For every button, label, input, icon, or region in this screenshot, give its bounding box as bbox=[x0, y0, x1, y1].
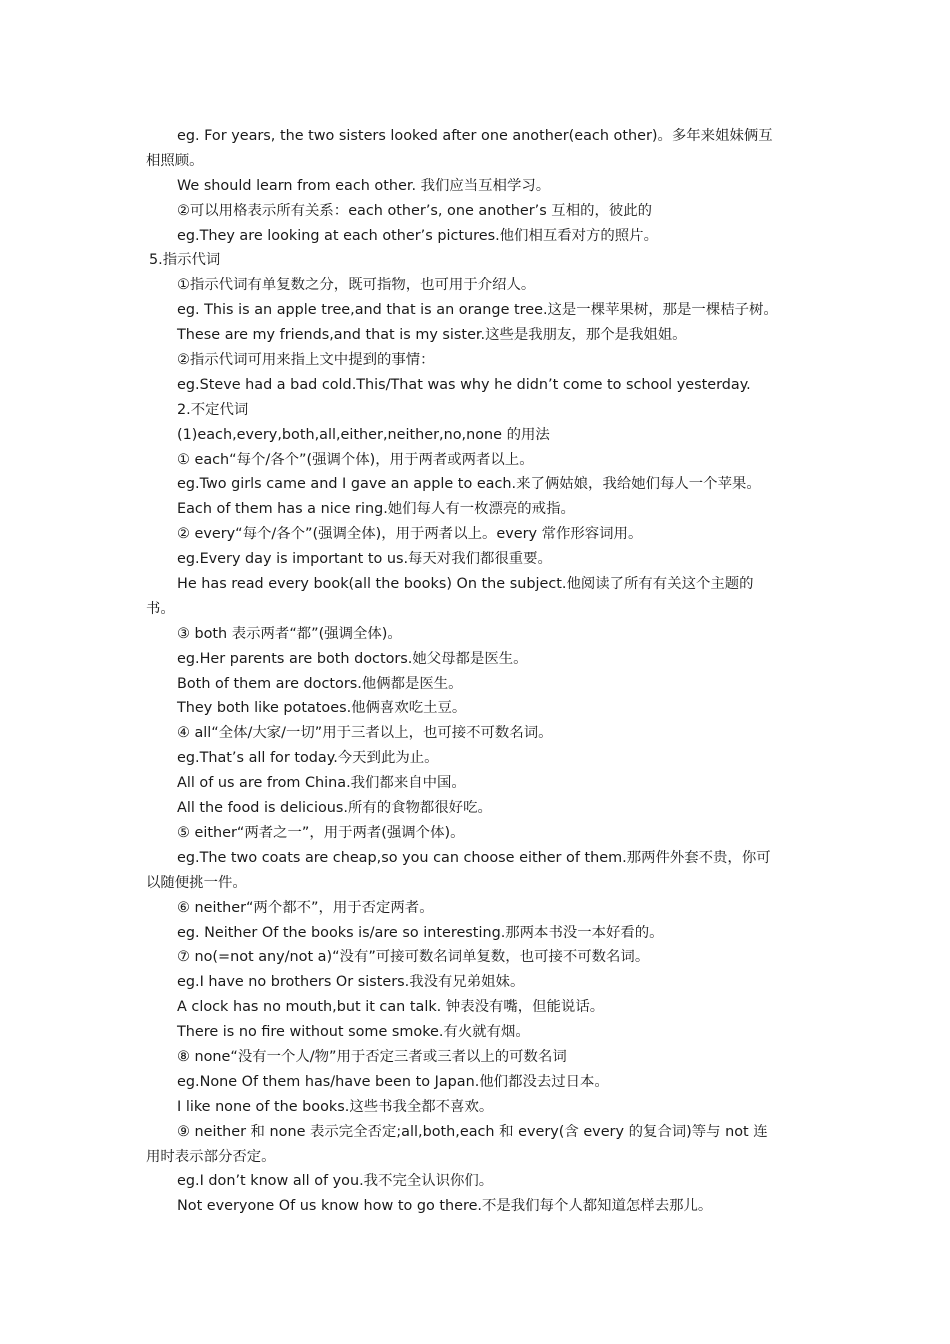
document-body bbox=[146, 124, 836, 1219]
text-line: ⑨ neither 和 none 表示完全否定;all,both,each 和 every(含 every 的复合词)等与 not 连 bbox=[177, 1123, 768, 1140]
text-line: eg. Neither Of the books is/are so interesting.那两本书没一本好看的。 bbox=[177, 924, 664, 941]
text-line: eg.Steve had a bad cold.This/That was why he didn’t come to school yesterday. bbox=[177, 376, 751, 393]
text-line: eg. This is an apple tree,and that is an orange tree.这是一棵苹果树，那是一棵桔子树。 bbox=[177, 302, 778, 319]
text-line: eg.The two coats are cheap,so you can choose either of them.那两件外套不贵，你可 bbox=[177, 849, 771, 866]
text-line: They both like potatoes.他俩喜欢吃土豆。 bbox=[177, 700, 467, 717]
text-line: eg.Two girls came and I gave an apple to each.来了俩姑娘，我给她们每人一个苹果。 bbox=[177, 476, 761, 493]
text-line: ②可以用格表示所有关系：each other’s, one another’s 互相的，彼此的 bbox=[177, 202, 653, 219]
text-line: ② every“每个/各个”(强调全体)，用于两者以上。every 常作形容词用。 bbox=[177, 526, 643, 543]
text-line: There is no fire without some smoke.有火就有烟。 bbox=[177, 1024, 530, 1041]
text-line: ① each“每个/各个”(强调个体)，用于两者或两者以上。 bbox=[177, 451, 534, 468]
text-line: eg.That’s all for today.今天到此为止。 bbox=[177, 750, 439, 767]
text-line: All of us are from China.我们都来自中国。 bbox=[177, 775, 466, 792]
text-line: Each of them has a nice ring.她们每人有一枚漂亮的戒指。 bbox=[177, 501, 575, 518]
text-line: ②指示代词可用来指上文中提到的事情： bbox=[177, 352, 435, 369]
text-line: eg.I have no brothers Or sisters.我没有兄弟姐妹。 bbox=[177, 974, 525, 991]
text-line: 用时表示部分否定。 bbox=[146, 1148, 276, 1165]
section-heading: 2.不定代词 bbox=[177, 401, 249, 418]
text-line: We should learn from each other. 我们应当互相学习。 bbox=[177, 177, 551, 194]
text-line: 书。 bbox=[146, 600, 175, 617]
text-line: ④ all“全体/大家/一切”用于三者以上，也可接不可数名词。 bbox=[177, 725, 553, 742]
text-line: eg.Her parents are both doctors.她父母都是医生。 bbox=[177, 650, 528, 667]
text-line: eg. For years, the two sisters looked after one another(each other)。多年来姐妹俩互 bbox=[177, 128, 773, 144]
text-line: ⑦ no(=not any/not a)“没有”可接可数名词单复数，也可接不可数名词。 bbox=[177, 949, 650, 966]
text-line: A clock has no mouth,but it can talk. 钟表没有嘴，但能说话。 bbox=[177, 999, 605, 1016]
text-line: eg.None Of them has/have been to Japan.他们都没去过日本。 bbox=[177, 1073, 609, 1090]
text-line: eg.Every day is important to us.每天对我们都很重要。 bbox=[177, 551, 552, 568]
text-line: ③ both 表示两者“都”(强调全体)。 bbox=[177, 625, 402, 642]
text-line: (1)each,every,both,all,either,neither,no,none 的用法 bbox=[177, 426, 550, 443]
text-line: All the food is delicious.所有的食物都很好吃。 bbox=[177, 800, 492, 817]
text-line: 以随便挑一件。 bbox=[146, 874, 247, 891]
text-line: ⑧ none“没有一个人/物”用于否定三者或三者以上的可数名词 bbox=[177, 1048, 567, 1065]
section-heading: 5.指示代词 bbox=[149, 252, 221, 269]
text-line: These are my friends,and that is my sister.这些是我朋友，那个是我姐姐。 bbox=[177, 327, 687, 344]
text-line: Both of them are doctors.他俩都是医生。 bbox=[177, 675, 463, 692]
text-line: ①指示代词有单复数之分，既可指物，也可用于介绍人。 bbox=[177, 277, 536, 294]
text-line: ⑥ neither“两个都不”，用于否定两者。 bbox=[177, 899, 434, 916]
text-line: 相照顾。 bbox=[146, 152, 204, 169]
text-line: He has read every book(all the books) On the subject.他阅读了所有有关这个主题的 bbox=[177, 576, 754, 593]
text-line: I like none of the books.这些书我全都不喜欢。 bbox=[177, 1098, 494, 1115]
text-line: Not everyone Of us know how to go there.不是我们每个人都知道怎样去那儿。 bbox=[177, 1198, 713, 1215]
text-line: eg.They are looking at each other’s pictures.他们相互看对方的照片。 bbox=[177, 227, 658, 244]
text-line: ⑤ either“两者之一”，用于两者(强调个体)。 bbox=[177, 824, 465, 841]
text-line: eg.I don’t know all of you.我不完全认识你们。 bbox=[177, 1173, 494, 1190]
